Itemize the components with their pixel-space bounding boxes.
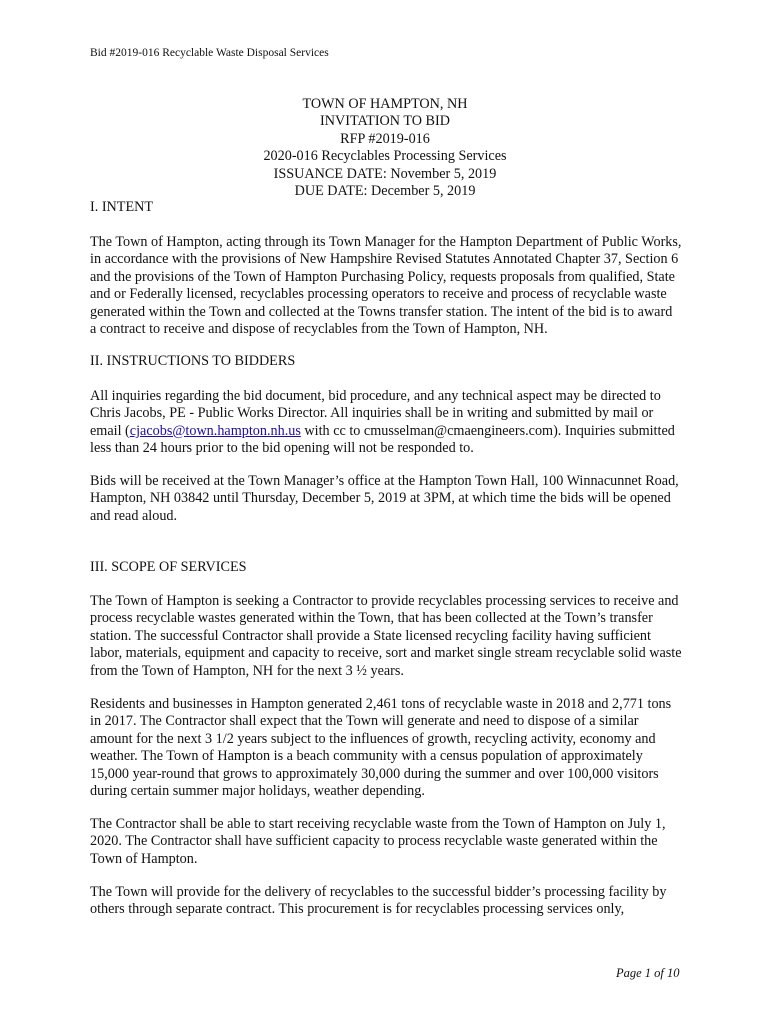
scope-text-2: Residents and businesses in Hampton generated 2,461 tons of recyclable waste in 2018 and 2,771 tons in 2017. The Contractor shall expect that the Town will generate and need to dispose of a similar amount for the next 3 1/2 years subject to the influences of growth, recycling activity, economy and weather. The Town of Hampton is a beach community with a census population of approximately 15,000 year-round that grows to approximately 30,000 during the summer and over 100,000 visitors during certain summer major holidays, weather depending.	[90, 696, 672, 800]
scope-paragraph-2	[90, 696, 682, 800]
instructions-paragraph-2	[90, 473, 682, 525]
section-heading-intent: I. INTENT	[90, 199, 154, 215]
intent-text: The Town of Hampton, acting through its Town Manager for the Hampton Department of Public Works, in accordance with the provisions of New Hampshire Revised Statutes Annotated Chapter 37, Section 6 and the provisions of the Town of Hampton Purchasing Policy, requests proposals from qualified, State and or Federally licensed, recyclables processing operators to receive and process of recyclable waste generated within the Town and collected at the Towns transfer station. The intent of the bid is to award a contract to receive and dispose of recyclables from the Town of Hampton, NH.	[90, 234, 682, 338]
title-invitation: INVITATION TO BID	[320, 113, 450, 130]
section-heading-instructions: II. INSTRUCTIONS TO BIDDERS	[90, 353, 296, 369]
email-link[interactable]: cjacobs@town.hampton.nh.us	[129, 422, 301, 439]
scope-paragraph-3	[90, 816, 682, 868]
intent-paragraph	[90, 234, 682, 338]
instructions-paragraph-1	[90, 388, 682, 458]
scope-text-4: The Town will provide for the delivery of recyclables to the successful bidder’s processing facility by others through separate contract. This procurement is for recyclables processing services only,	[90, 884, 667, 918]
section-heading-scope: III. SCOPE OF SERVICES	[90, 559, 247, 575]
instructions-text-1a: All inquiries regarding the bid document, bid procedure, and any technical aspect may be directed to Chris Jacobs, PE - Public Works Director. All inquiries shall be in writing and submitted by mail or email (	[90, 388, 661, 439]
title-rfp-number: RFP #2019-016	[340, 130, 430, 147]
scope-text-1: The Town of Hampton is seeking a Contractor to provide recyclables processing services to receive and process recyclable wastes generated within the Town, that has been collected at the Town’s transfer station. The successful Contractor shall provide a State licensed recycling facility having sufficient labor, materials, equipment and capacity to receive, sort and market single stream recyclable solid waste from the Town of Hampton, NH for the next 3 ½ years.	[90, 593, 682, 679]
page-number: Page 1 of 10	[616, 966, 680, 980]
title-town: TOWN OF HAMPTON, NH	[302, 96, 468, 112]
title-block	[0, 96, 770, 200]
title-service-name: 2020-016 Recyclables Processing Services	[263, 148, 507, 165]
title-issuance-date: ISSUANCE DATE: November 5, 2019	[273, 165, 497, 182]
title-due-date: DUE DATE: December 5, 2019	[294, 183, 476, 200]
running-header: Bid #2019-016 Recyclable Waste Disposal Services	[90, 47, 329, 59]
scope-paragraph-1	[90, 593, 682, 680]
scope-paragraph-4	[90, 884, 682, 919]
instructions-text-1	[90, 388, 682, 458]
instructions-text-1b: with cc to cmusselman@cmaengineers.com). Inquiries submitted less than 24 hours prior to the bid opening will not be responded to.	[90, 422, 675, 457]
instructions-text-2: Bids will be received at the Town Manager’s office at the Hampton Town Hall, 100 Winnacunnet Road, Hampton, NH 03842 until Thursday, December 5, 2019 at 3PM, at which time the bids will be opened and read aloud.	[90, 473, 679, 524]
scope-text-3: The Contractor shall be able to start receiving recyclable waste from the Town of Hampton on July 1, 2020. The Contractor shall have sufficient capacity to process recyclable waste generated within the Town of Hampton.	[90, 816, 666, 867]
